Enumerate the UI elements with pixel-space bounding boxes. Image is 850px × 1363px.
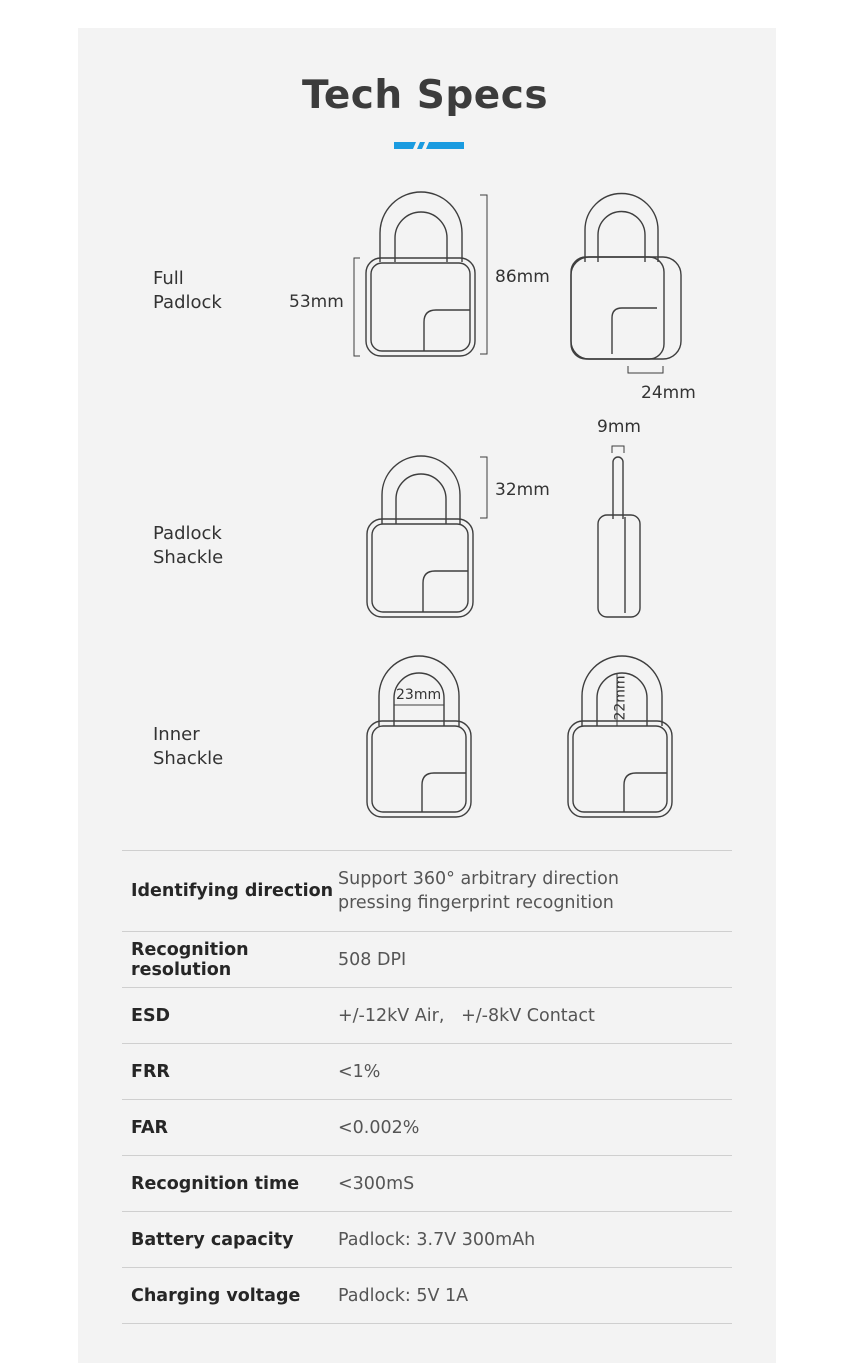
section-label-inner-shackle: Inner Shackle bbox=[153, 724, 224, 769]
spec-key: Identifying direction bbox=[131, 881, 334, 901]
section-label-padlock-shackle: Padlock Shackle bbox=[153, 523, 224, 568]
spec-row bbox=[122, 1268, 732, 1324]
spec-row bbox=[122, 988, 732, 1044]
dim-depth: 24mm bbox=[641, 383, 696, 403]
overall-height-bracket bbox=[480, 195, 487, 354]
spec-key: Battery capacity bbox=[131, 1229, 294, 1250]
spec-row bbox=[122, 1044, 732, 1100]
spec-value: <300mS bbox=[338, 1173, 415, 1194]
padlock-front-full-icon bbox=[366, 192, 475, 356]
spec-value: 508 DPI bbox=[338, 949, 407, 970]
padlock-inner-width-icon bbox=[367, 656, 471, 817]
dim-overall-height: 86mm bbox=[495, 267, 550, 287]
spec-value: Padlock: 3.7V 300mAh bbox=[338, 1229, 536, 1250]
dim-inner-height: 22mm bbox=[612, 675, 629, 721]
spec-key: FRR bbox=[131, 1061, 170, 1082]
depth-bracket bbox=[628, 366, 663, 373]
padlock-side-icon bbox=[598, 457, 640, 617]
dim-body-height: 53mm bbox=[289, 292, 344, 312]
body-height-bracket bbox=[354, 258, 360, 356]
spec-row bbox=[122, 1212, 732, 1268]
spec-value: Support 360° arbitrary direction pressing fingerprint recognition bbox=[338, 869, 619, 913]
padlock-angled-full-icon bbox=[571, 194, 681, 360]
dim-inner-width: 23mm bbox=[396, 687, 442, 703]
section-label-full-padlock: Full Padlock bbox=[153, 268, 222, 313]
dim-shackle-width: 9mm bbox=[597, 417, 641, 437]
spec-key: Recognition time bbox=[131, 1173, 300, 1194]
spec-key: Charging voltage bbox=[131, 1285, 301, 1306]
shackle-width-bracket bbox=[612, 446, 624, 453]
spec-value: <1% bbox=[338, 1061, 381, 1082]
spec-row bbox=[122, 851, 732, 932]
padlock-front-shackle-icon bbox=[367, 456, 473, 617]
spec-row bbox=[122, 932, 732, 988]
spec-key: ESD bbox=[131, 1005, 171, 1026]
spec-table bbox=[122, 850, 732, 1324]
spec-value: +/-12kV Air, +/-8kV Contact bbox=[338, 1005, 595, 1026]
spec-value: <0.002% bbox=[338, 1117, 420, 1138]
page-title: Tech Specs bbox=[301, 73, 549, 118]
spec-row bbox=[122, 1156, 732, 1212]
spec-key: FAR bbox=[131, 1117, 168, 1138]
dim-shackle-height: 32mm bbox=[495, 480, 550, 500]
spec-row bbox=[122, 1100, 732, 1156]
spec-key: Recognition resolution bbox=[131, 939, 249, 980]
spec-value: Padlock: 5V 1A bbox=[338, 1285, 469, 1306]
shackle-height-bracket bbox=[480, 457, 487, 518]
